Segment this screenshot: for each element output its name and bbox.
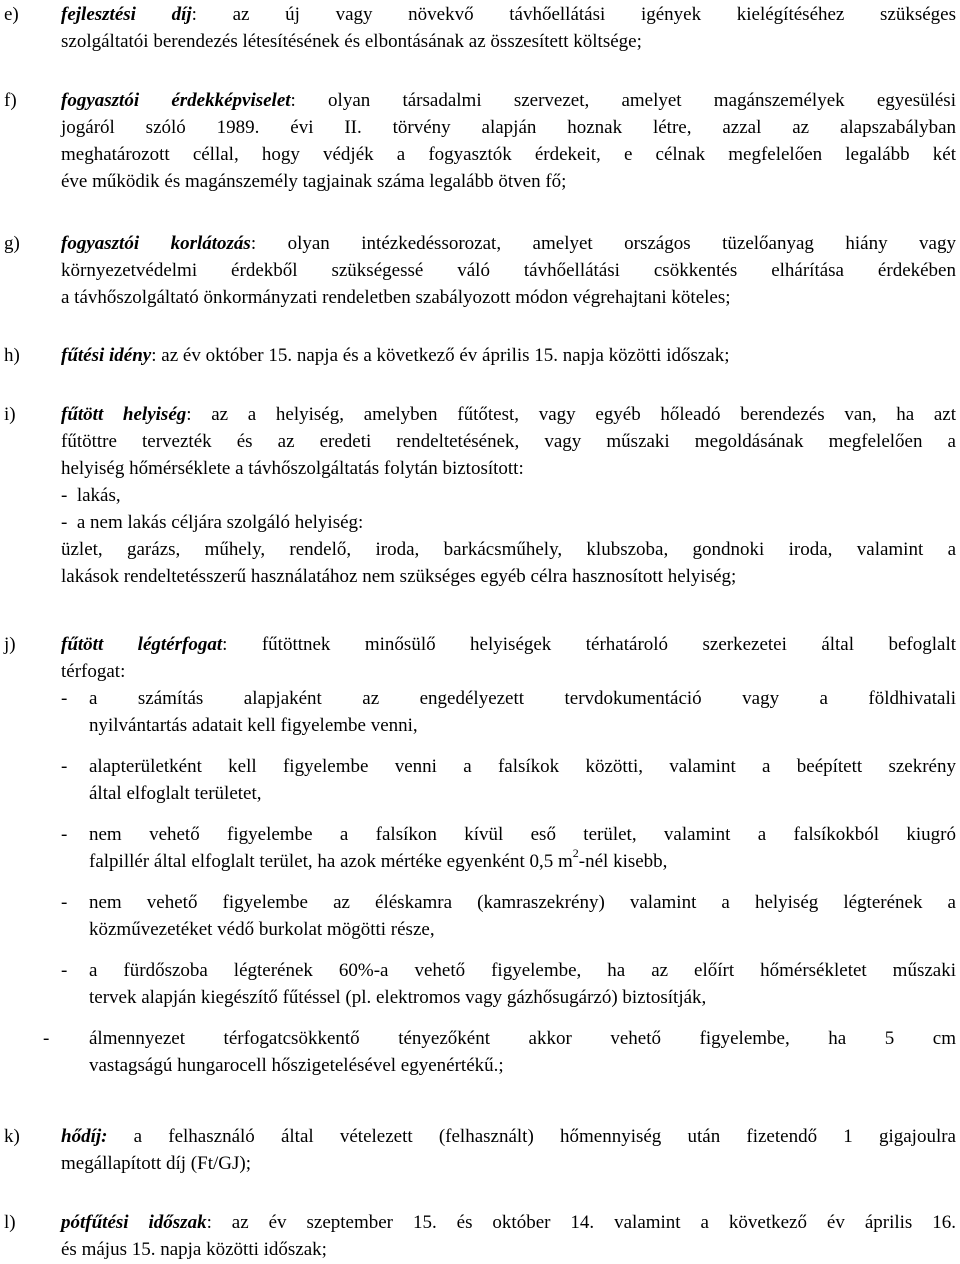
dash-symbol: - [61,485,68,506]
definition-g [4,230,956,311]
item-marker: g) [4,233,20,254]
dash-list-item: - nem vehető figyelembe az éléskamra (kamraszekrény) valamint a helyiség légterének a közművezetéket védő burkolat mögötti része, [61,889,956,943]
definition-text: : fűtöttnek minősülő helyiségek térhatároló szerkezetei által befoglalt [222,634,956,655]
defined-term: fűtött helyiség [61,404,187,425]
dash-symbol: - [61,688,68,709]
definition-text: helyiség hőmérséklete a távhőszolgáltatás folytán biztosított: [61,458,524,479]
definition-f [4,87,956,195]
definition-text: : az új vagy növekvő távhőellátási igények kielégítéséhez szükséges [191,4,957,25]
dash-symbol: - [61,892,68,913]
definition-j [4,631,956,1079]
definition-text: : az év október 15. napja és a következő év április 15. napja közötti időszak; [151,345,730,366]
definition-text: : olyan társadalmi szervezet, amelyet magánszemélyek egyesülési [290,90,956,111]
definition-text: a távhőszolgáltató önkormányzati rendeletben szabályozott módon végrehajtani köteles; [61,287,731,308]
dash-symbol: - [61,512,68,533]
definition-text: megállapított díj (Ft/GJ); [61,1153,251,1174]
definition-k [4,1123,956,1177]
definition-text: térfogat: [61,661,126,682]
item-marker: e) [4,4,19,25]
dash-list-item: - a számítás alapjaként az engedélyezett tervdokumentáció vagy a földhivatali nyilvántartás adatait kell figyelembe venni, [61,685,956,739]
definition-text: : az a helyiség, amelyben fűtőtest, vagy egyéb hőleadó berendezés van, ha azt [186,404,956,425]
definition-l [4,1209,956,1263]
definition-text: jogáról szóló 1989. évi II. törvény alapján hoznak létre, azzal az alapszabályban [61,117,956,138]
dash-list-item: - nem vehető figyelembe a falsíkon kívül eső terület, valamint a falsíkokból kiugró falpillér által elfoglalt terület, ha azok mértéke egyenként 0,5 $m^2$-nél kisebb, [61,821,956,875]
dash-list-item: - álmennyezet térfogatcsökkentő tényezőként akkor vehető figyelembe, ha 5 cm vastagságú hungarocell hőszigetelésével egyenértékű.; [43,1025,956,1079]
definition-text: : olyan intézkedéssorozat, amelyet országos tüzelőanyag hiány vagy [250,233,956,254]
dash-list-item: - alapterületként kell figyelembe venni a falsíkok közötti, valamint a beépített szekrény által elfoglalt területet, [61,753,956,807]
definition-text: és május 15. napja közötti időszak; [61,1239,327,1260]
item-marker: l) [4,1212,16,1233]
item-marker: i) [4,404,16,425]
dash-symbol: - [43,1028,50,1049]
defined-term: fejlesztési díj [61,4,192,25]
defined-term: hődíj: [61,1126,108,1147]
definition-text: szolgáltatói berendezés létesítésének és elbontásának az összesített költsége; [61,31,642,52]
item-marker: h) [4,345,20,366]
definition-text: környezetvédelmi érdekből szükségessé váló távhőellátási csökkentés elhárítása érdekében [61,260,956,281]
dash-symbol: - [61,960,68,981]
definition-text: fűtöttre tervezték és az eredeti rendeltetésének, vagy műszaki megoldásának megfelelően a [61,431,956,452]
defined-term: fogyasztói korlátozás [61,233,251,254]
definition-text: a felhasználó által vételezett (felhasznált) hőmennyiség után fizetendő 1 gigajoulra [107,1126,956,1147]
dash-list-item: - lakás, [61,485,121,506]
defined-term: pótfűtési időszak [61,1212,207,1233]
item-marker: j) [4,634,16,655]
definition-e [4,1,956,55]
defined-term: fűtési idény [61,345,152,366]
dash-symbol: - [61,824,68,845]
dash-list-item: - a nem lakás céljára szolgáló helyiség: [61,512,364,533]
item-marker: f) [4,90,17,111]
item-marker: k) [4,1126,20,1147]
definition-text: éve működik és magánszemély tagjainak száma legalább ötven fő; [61,171,567,192]
defined-term: fogyasztói érdekképviselet [61,90,291,111]
definition-text: : az év szeptember 15. és október 14. valamint a következő év április 16. [206,1212,957,1233]
superscript: 2 [572,845,579,860]
definition-text: lakások rendeltetésszerű használatához nem szükséges egyéb célra hasznosított helyiség; [61,566,737,587]
dash-symbol: - [61,756,68,777]
definition-text: meghatározott céllal, hogy védjék a fogyasztók érdekeit, e célnak megfelelően legalább két [61,144,956,165]
defined-term: fűtött légtérfogat [61,634,223,655]
dash-list-item: - a fürdőszoba légterének 60%-a vehető figyelembe, ha az előírt hőmérsékletet műszaki tervek alapján kiegészítő fűtéssel (pl. elektromos vagy gázhősugárzó) biztosítják, [61,957,956,1011]
definition-text: üzlet, garázs, műhely, rendelő, iroda, barkácsműhely, klubszoba, gondnoki iroda, valamint a [61,539,956,560]
definition-h [4,342,956,369]
definition-i [4,401,956,590]
